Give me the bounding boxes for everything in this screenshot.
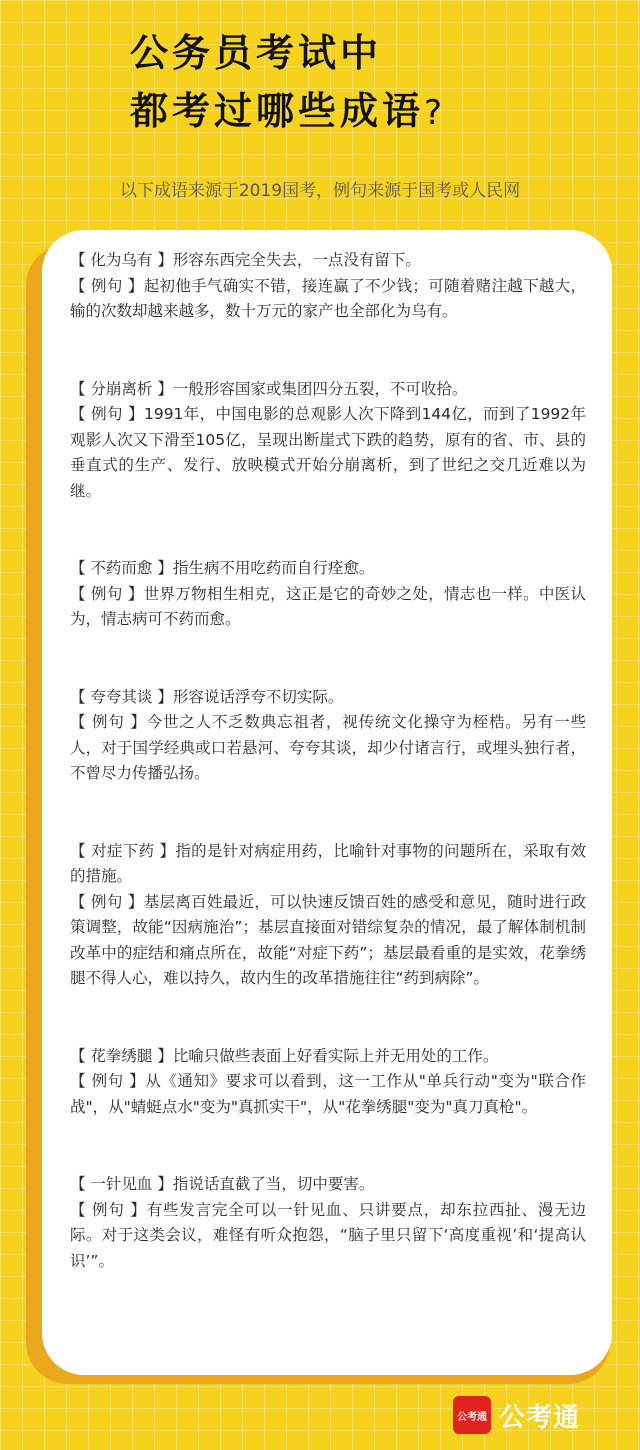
idiom-definition: 指生病不用吃药而自行痊愈。	[172, 559, 375, 577]
idiom-example: 有些发言完全可以一针见血、只讲要点，却东拉西扯、漫无边际。对于这类会议，难怪有听众抱怨，“脑子里只留下‘高度重视’和‘提高认识’”。	[70, 1200, 586, 1270]
idiom-term: 【 花拳绣腿 】	[70, 1046, 173, 1065]
idiom-entry	[70, 377, 586, 505]
idiom-definition: 指说话直截了当，切中要害。	[172, 1175, 375, 1193]
idiom-definition-line	[70, 1044, 586, 1070]
idiom-entry	[70, 1044, 586, 1121]
idiom-term: 【 对症下药 】	[70, 841, 176, 860]
idiom-term: 【 分崩离析 】	[70, 379, 173, 398]
brand-logo-icon: 公考通	[453, 1396, 491, 1434]
idiom-definition-line	[70, 377, 586, 403]
example-label: 【 例句 】	[70, 1072, 146, 1090]
idiom-entry	[70, 248, 586, 325]
example-label: 【 例句 】	[70, 584, 144, 603]
idiom-definition-line	[70, 1172, 586, 1198]
title-line-2: 都考过哪些成语	[130, 89, 425, 133]
idiom-definition-line	[70, 839, 586, 890]
idiom-term: 【 化为乌有 】	[70, 251, 173, 269]
idiom-example-line	[70, 890, 586, 992]
idiom-definition: 比喻只做些表面上好看实际上并无用处的工作。	[172, 1046, 499, 1065]
idiom-example-line	[70, 1198, 586, 1275]
subtitle: 以下成语来源于2019国考，例句来源于国考或人民网	[119, 181, 521, 201]
idiom-definition-line	[70, 248, 586, 274]
idiom-example: 世界万物相生相克，这正是它的奇妙之处，情志也一样。中医认为，情志病可不药而愈。	[70, 584, 586, 628]
idiom-example-line	[70, 582, 586, 633]
idiom-term: 【 夸夸其谈 】	[70, 687, 173, 706]
brand-footer	[453, 1396, 580, 1434]
idiom-example-line	[70, 274, 586, 325]
brand-name: 公考通	[498, 1402, 580, 1433]
idiom-entry	[70, 556, 586, 633]
example-label: 【 例句 】	[70, 892, 144, 911]
idiom-example: 今世之人不乏数典忘祖者，视传统文化操守为桎梏。另有一些人，对于国学经典或口若悬河、夸夸其谈，却少付诸言行，或埋头独行者，不曾尽力传播弘扬。	[70, 713, 586, 782]
idiom-example-line	[70, 402, 586, 504]
idiom-example: 起初他手气确实不错，接连赢了不少钱；可随着赌注越下越大，输的次数却越来越多，数十万元的家产也全部化为乌有。	[70, 276, 586, 320]
idiom-definition-line	[70, 556, 586, 582]
idiom-entry	[70, 839, 586, 992]
idiom-term: 【 不药而愈 】	[70, 559, 173, 577]
idiom-definition: 一般形容国家或集团四分五裂，不可收拾。	[172, 379, 468, 398]
example-label: 【 例句 】	[70, 276, 144, 295]
idiom-example: 从《通知》要求可以看到，这一工作从"单兵行动"变为"联合作战"，从"蜻蜓点水"变为"真抓实干"，从"花拳绣腿"变为"真刀真枪"。	[70, 1072, 586, 1116]
example-label: 【 例句 】	[70, 405, 144, 423]
idiom-term: 【 一针见血 】	[70, 1175, 173, 1193]
example-label: 【 例句 】	[70, 1200, 147, 1219]
example-label: 【 例句 】	[70, 713, 147, 731]
idiom-card	[42, 230, 612, 1375]
idiom-example: 1991年，中国电影的总观影人次下降到144亿，而到了1992年观影人次又下滑至105亿，呈现出断崖式下跌的趋势，原有的省、市、县的垂直式的生产、发行、放映模式开始分崩离析，到了世纪之交几近难以为继。	[70, 405, 587, 500]
idiom-definition-line	[70, 685, 586, 711]
idiom-definition: 形容说话浮夸不切实际。	[172, 687, 344, 706]
idiom-example-line	[70, 1069, 586, 1120]
idiom-definition: 形容东西完全失去，一点没有留下。	[172, 251, 421, 269]
idiom-definition: 指的是针对病症用药，比喻针对事物的问题所在，采取有效的措施。	[70, 841, 586, 885]
idiom-entry	[70, 1172, 586, 1274]
idiom-example: 基层离百姓最近，可以快速反馈百姓的感受和意见，随时进行政策调整，故能“因病施治”；基层直接面对错综复杂的情况，最了解体制机制改革中的症结和痛点所在，故能“对症下药”；基层最看重的是实效，花拳绣腿不得人心，难以持久，故内生的改革措施往往“药到病除”。	[70, 892, 586, 987]
title-line-1: 公务员考试中	[130, 31, 383, 75]
idiom-example-line	[70, 710, 586, 787]
idiom-entry	[70, 685, 586, 787]
page-title	[130, 24, 446, 142]
title-question-mark: ?	[424, 93, 447, 133]
